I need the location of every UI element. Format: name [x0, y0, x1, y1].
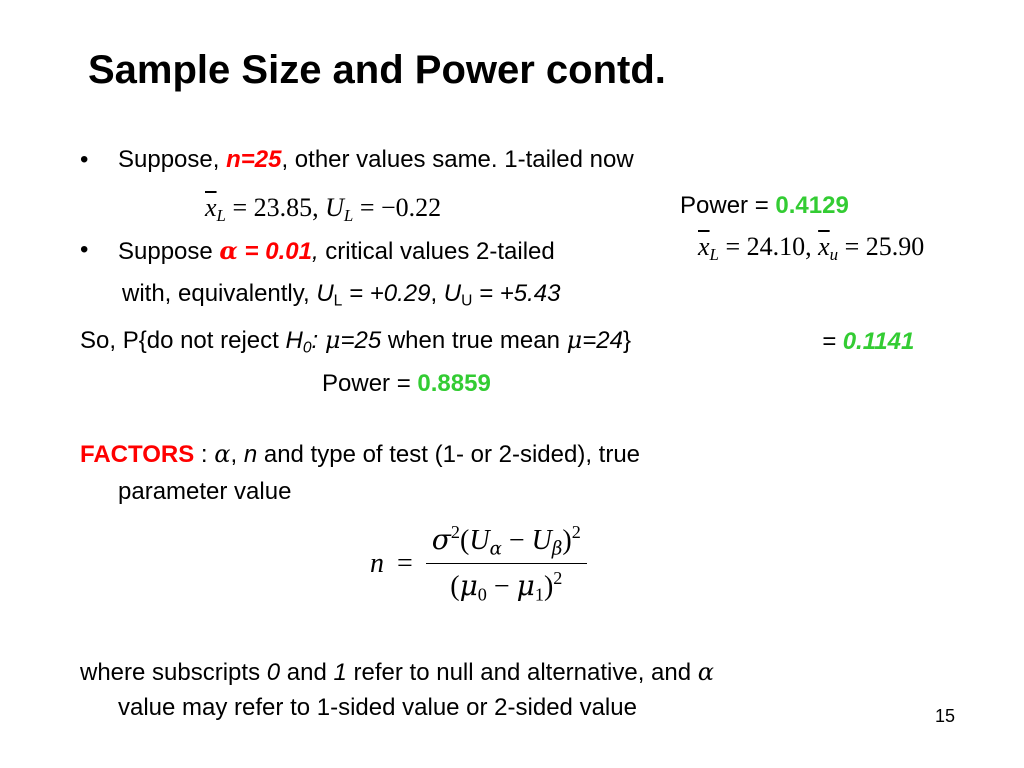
den-open-paren: ( — [450, 571, 460, 603]
equation-xl-ul — [205, 193, 441, 226]
xl-subscript: L — [216, 206, 226, 226]
power-2-label: Power = — [322, 370, 418, 397]
ul-subscript: L — [343, 206, 354, 226]
xl2-value: = 24.10, — [718, 232, 819, 261]
mu1-subscript: 1 — [534, 584, 544, 605]
h-colon: : — [311, 327, 325, 354]
probability-close: } — [622, 327, 631, 354]
ul2-symbol: U — [316, 280, 334, 307]
power-2 — [322, 370, 491, 398]
factors-label: FACTORS — [80, 441, 195, 468]
footnote-line-1 — [80, 658, 714, 687]
ul-symbol: U — [325, 193, 344, 222]
sigma-symbol: σ — [431, 522, 451, 556]
bullet-2-text — [118, 236, 555, 266]
footnote-line-2: value may refer to 1-sided value or 2-sided value — [118, 694, 637, 721]
num-close-paren: ) — [562, 524, 572, 556]
mu-value-1: =25 — [340, 327, 382, 354]
den-close-paren: ) — [543, 571, 554, 603]
u-beta-symbol: U — [531, 524, 552, 556]
bullet-1-suffix: , other values same. 1-tailed now — [281, 146, 634, 173]
xl-value: = 23.85, — [225, 193, 326, 222]
factors-n: n — [243, 441, 258, 468]
mu1-symbol: μ — [516, 569, 535, 603]
page-number: 15 — [935, 706, 956, 726]
mu0-subscript: 0 — [477, 584, 487, 605]
mu-symbol-1: μ — [324, 326, 341, 354]
h-symbol: H — [285, 327, 303, 354]
equivalently-prefix: with, equivalently, — [122, 280, 317, 307]
probability-line — [80, 326, 631, 358]
ul2-value: = +0.29 — [342, 280, 431, 307]
footnote-and: and — [280, 659, 334, 686]
h-subscript: 0 — [302, 339, 312, 357]
probability-prefix: So, P{do not reject — [80, 327, 286, 354]
den-square: 2 — [553, 568, 563, 589]
equation-xl-xu — [698, 232, 924, 265]
fraction-bar — [426, 563, 587, 564]
footnote-zero: 0 — [266, 659, 281, 686]
mu0-symbol: μ — [459, 569, 478, 603]
alpha-value: = 0.01 — [237, 238, 312, 265]
den-minus: − — [486, 571, 517, 603]
alpha-symbol: α — [219, 236, 238, 265]
power-1 — [680, 192, 849, 220]
u-alpha-symbol: U — [469, 524, 490, 556]
formula-numerator — [426, 522, 587, 559]
bullet-1-prefix: Suppose, — [118, 146, 227, 173]
factors-line — [80, 440, 640, 469]
formula-equals: = — [397, 547, 413, 579]
xl2-subscript: L — [709, 245, 719, 265]
num-minus: − — [501, 524, 532, 556]
xl2-symbol: $\overline{x}$ — [698, 232, 710, 261]
uu-symbol: U — [443, 280, 462, 307]
page-title: Sample Size and Power contd. — [88, 48, 666, 92]
uu-value: = +5.43 — [472, 280, 561, 307]
mu-value-2: =24 — [582, 327, 623, 354]
xu-symbol: $\overline{x}$ — [818, 232, 830, 261]
num-open-paren: ( — [460, 524, 470, 556]
factors-comma: , — [230, 441, 244, 468]
ul-value: = −0.22 — [353, 193, 442, 222]
formula-n: n — [370, 547, 384, 579]
factors-line-2: parameter value — [118, 478, 292, 505]
uu-subscript: U — [461, 292, 473, 310]
xl-symbol: $\overline{x}$ — [205, 193, 217, 222]
xu-subscript: u — [829, 245, 839, 265]
bullet-2-suffix: critical values 2-tailed — [318, 238, 555, 265]
sigma-square: 2 — [450, 522, 461, 542]
power-1-value: 0.4129 — [775, 192, 849, 219]
bullet-marker-1: • — [80, 146, 89, 173]
bullet-2-prefix: Suppose — [118, 238, 220, 265]
factors-rest-1: and type of test (1- or 2-sided), true — [257, 441, 641, 468]
n-value: n=25 — [226, 146, 282, 173]
equivalently-sep: , — [430, 280, 444, 307]
bullet-1-text — [118, 146, 634, 174]
power-1-label: Power = — [680, 192, 776, 219]
u-beta-subscript: β — [551, 538, 563, 560]
xu-value: = 25.90 — [838, 232, 925, 261]
mu-symbol-2: μ — [566, 326, 583, 354]
equivalently-line — [122, 280, 560, 311]
factors-alpha: α — [214, 440, 231, 468]
probability-middle: when true mean — [381, 327, 567, 354]
footnote-alpha: α — [697, 658, 714, 686]
footnote-mid: refer to null and alternative, and — [346, 659, 698, 686]
ul2-subscript: L — [333, 292, 343, 310]
footnote-one: 1 — [333, 659, 347, 686]
bullet-marker-2: • — [80, 236, 89, 263]
formula-denominator — [426, 568, 587, 605]
footnote-prefix: where subscripts — [80, 659, 267, 686]
sample-size-formula — [370, 522, 587, 606]
factors-colon: : — [194, 441, 215, 468]
power-2-value: 0.8859 — [417, 370, 491, 397]
beta-number: 0.1141 — [842, 328, 915, 355]
u-alpha-subscript: α — [489, 538, 502, 560]
formula-fraction — [426, 522, 587, 606]
beta-value — [822, 328, 914, 356]
num-square: 2 — [571, 522, 581, 542]
bullet-2-comma: , — [311, 238, 319, 265]
beta-eq: = — [822, 328, 843, 355]
